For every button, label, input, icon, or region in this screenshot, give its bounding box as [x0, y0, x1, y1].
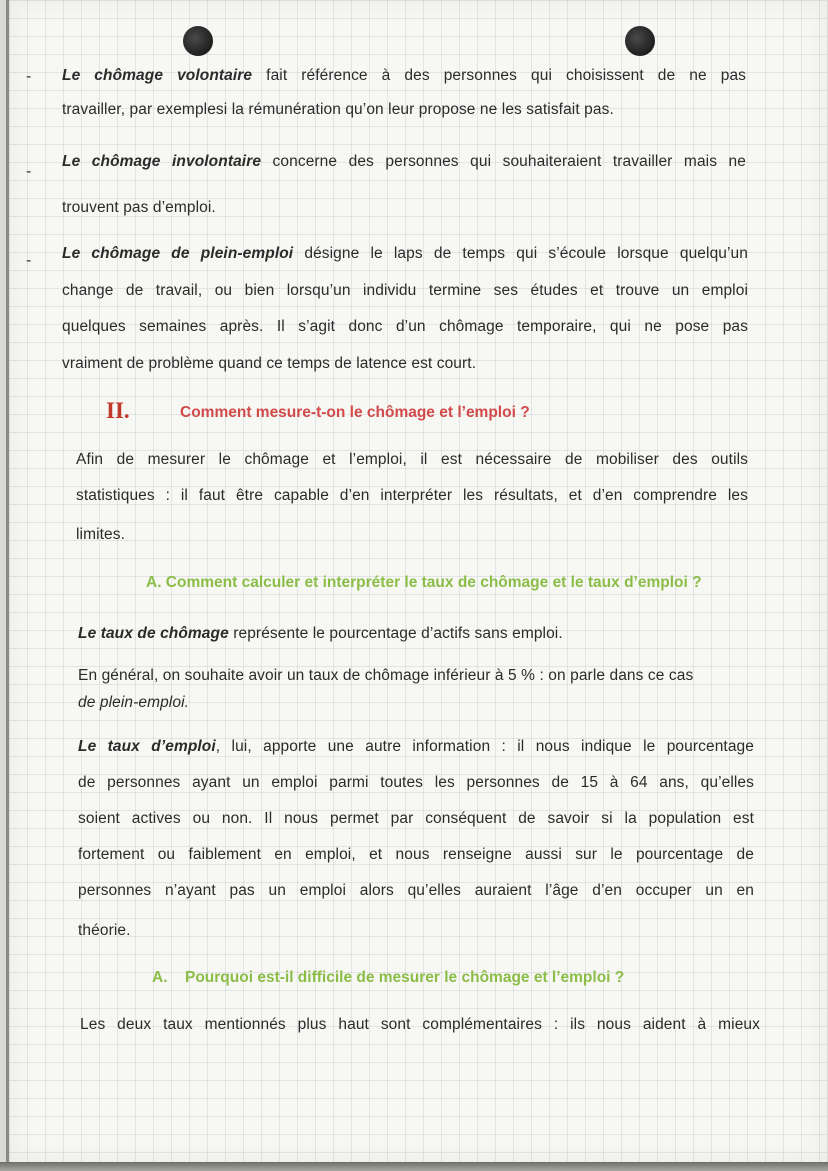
taux-chomage-line: Le taux de chômage représente le pourcentage d’actifs sans emploi. — [78, 625, 563, 642]
taux-emploi-line2: de personnes ayant un emploi parmi toutes les personnes de 15 à 64 ans, qu’elles — [78, 774, 754, 791]
p3-line3: quelques semaines après. Il s’agit donc d’un chômage temporaire, qui ne pose pas — [62, 318, 748, 335]
p2-line1: Le chômage involontaire concerne des personnes qui souhaiteraient travailler mais ne — [62, 153, 746, 170]
taux-emploi-line1: Le taux d’emploi, lui, apporte une autre information : il nous indique le pourcentage — [78, 738, 754, 755]
term-taux-chomage: Le taux de chômage — [78, 625, 229, 642]
taux-emploi-line3: soient actives ou non. Il nous permet par conséquent de savoir si la population est — [78, 810, 754, 827]
p2-line2: trouvent pas d’emploi. — [62, 199, 216, 216]
term-chomage-plein-emploi: Le chômage de plein-emploi — [62, 245, 294, 262]
plein-emploi-line1: En général, on souhaite avoir un taux de chômage inférieur à 5 % : on parle dans ce cas — [78, 667, 694, 684]
p3-line1: Le chômage de plein-emploi désigne le laps de temps qui s’écoule lorsque quelqu’un — [62, 245, 748, 262]
p3-line4: vraiment de problème quand ce temps de latence est court. — [62, 355, 477, 372]
punch-hole-right — [625, 26, 655, 56]
subsection-b-title: Pourquoi est-il difficile de mesurer le chômage et l’emploi ? — [185, 969, 625, 986]
taux-emploi-line6: théorie. — [78, 922, 131, 939]
intro-line2: statistiques : il faut être capable d’en interpréter les résultats, et d’en comprendre les — [76, 487, 748, 504]
term-taux-emploi: Le taux d’emploi — [78, 738, 216, 755]
intro-line3: limites. — [76, 526, 126, 543]
bullet-dash: - — [26, 252, 32, 269]
bullet-dash: - — [26, 68, 32, 85]
p3-line2: change de travail, ou bien lorsqu’un individu termine ses études et trouve un emploi — [62, 282, 748, 299]
p1-line1: Le chômage volontaire fait référence à des personnes qui choisissent de ne pas — [62, 67, 747, 84]
subsection-a-title: A. Comment calculer et interpréter le taux de chômage et le taux d’emploi ? — [146, 574, 702, 591]
bullet-dash: - — [26, 163, 32, 180]
section-numeral: II. — [106, 398, 130, 423]
term-chomage-involontaire: Le chômage involontaire — [62, 153, 262, 170]
page-edge-shadow — [0, 1162, 828, 1171]
term-chomage-volontaire: Le chômage volontaire — [62, 67, 253, 84]
complementaires-line1: Les deux taux mentionnés plus haut sont complémentaires : ils nous aident à mieux — [80, 1016, 760, 1033]
taux-emploi-line5: personnes n’ayant pas un emploi alors qu’elles auraient l’âge d’en occuper un en — [78, 882, 754, 899]
intro-line1: Afin de mesurer le chômage et l’emploi, il est nécessaire de mobiliser des outils — [76, 451, 748, 468]
taux-emploi-line4: fortement ou faiblement en emploi, et nous renseigne aussi sur le pourcentage de — [78, 846, 754, 863]
section-title: Comment mesure-t-on le chômage et l’emploi ? — [180, 404, 530, 421]
plein-emploi-line2: de plein-emploi. — [78, 694, 190, 711]
p1-line2: travailler, par exemplesi la rémunération qu’on leur propose ne les satisfait pas. — [62, 101, 614, 118]
subsection-b-letter: A. — [152, 969, 168, 986]
punch-hole-left — [183, 26, 213, 56]
